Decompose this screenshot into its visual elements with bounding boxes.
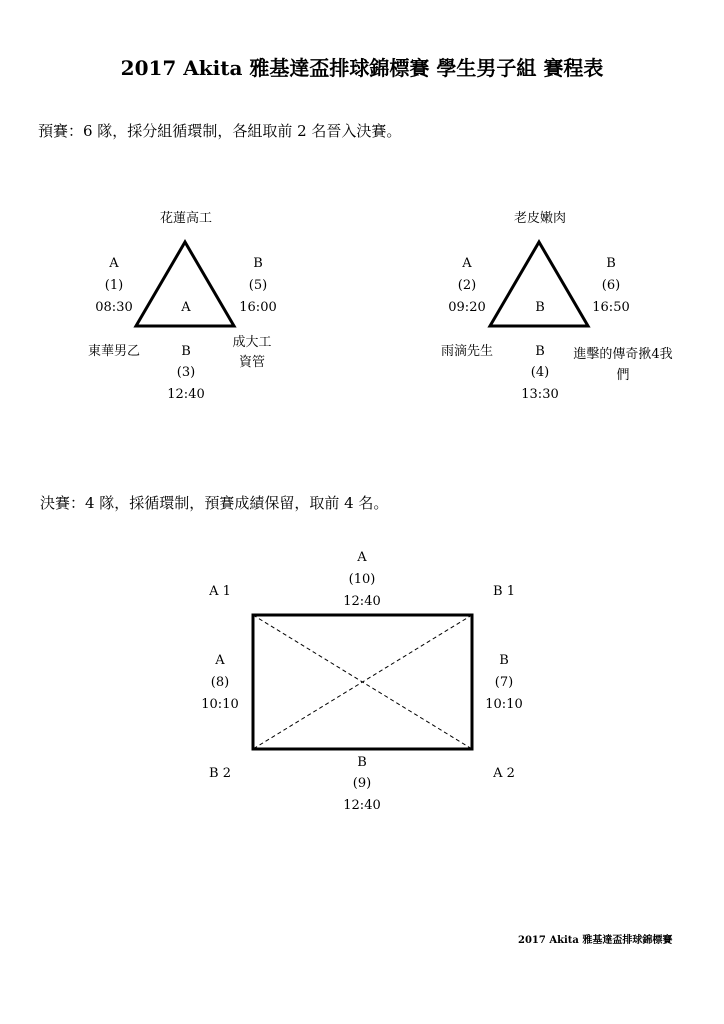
group-a-team-left: 東華男乙 [87,344,141,359]
final-bottom-court: B [357,755,367,770]
group-b-team-top: 老皮嫩肉 [513,211,567,226]
group-b-left-time: 09:20 [448,300,486,315]
group-b-team-right: 進擊的傳奇揪4我們 [573,347,673,383]
final-top-court: A [357,550,367,565]
final-seed-top-right: B 1 [493,584,515,599]
final-diagonal-1 [253,615,472,749]
group-b-bottom-game: (4) [530,365,550,380]
group-b-right-game: (6) [601,278,621,293]
group-b-right-time: 16:50 [592,300,630,315]
final-right-game: (7) [494,675,514,690]
final-left-time: 10:10 [201,697,239,712]
page-title: 2017 Akita 雅基達盃排球錦標賽 學生男子組 賽程表 [120,56,604,80]
group-b-left-game: (2) [457,278,477,293]
group-b-left-court: A [462,256,472,271]
final-left-court: A [215,653,225,668]
group-a-bottom-time: 12:40 [167,387,205,402]
final-top-time: 12:40 [343,594,381,609]
group-b-team-left: 雨滴先生 [440,344,494,359]
group-b-label: B [535,300,545,315]
group-a-left-game: (1) [104,278,124,293]
final-right-court: B [499,653,509,668]
group-b-right-court: B [606,256,616,271]
final-top-game: (10) [348,572,376,587]
prelim-rule: 預賽：6 隊，採分組循環制，各組取前 2 名晉入決賽。 [38,122,402,140]
group-a-bottom-court: B [181,344,191,359]
group-b-bottom-court: B [535,344,545,359]
final-diagonal-2 [253,615,472,749]
group-a-left-time: 08:30 [95,300,133,315]
group-a-bottom-game: (3) [176,365,196,380]
final-rectangle [253,615,472,749]
final-seed-top-left: A 1 [209,584,231,599]
final-seed-bottom-right: A 2 [493,766,515,781]
group-a-team-top: 花蓮高工 [159,211,213,226]
group-a-label: A [181,300,191,315]
group-b-bottom-time: 13:30 [521,387,559,402]
group-a-left-court: A [109,256,119,271]
group-a-right-game: (5) [248,278,268,293]
final-left-game: (8) [210,675,230,690]
final-rule: 決賽：4 隊，採循環制，預賽成績保留，取前 4 名。 [40,494,389,512]
page-footer: 2017 Akita 雅基達盃排球錦標賽 [518,935,673,946]
group-a-right-time: 16:00 [239,300,277,315]
group-a-right-court: B [253,256,263,271]
final-seed-bottom-left: B 2 [209,766,231,781]
final-right-time: 10:10 [485,697,523,712]
final-bottom-time: 12:40 [343,798,381,813]
final-bottom-game: (9) [352,776,372,791]
group-a-team-right: 成大工資管 [232,335,272,370]
